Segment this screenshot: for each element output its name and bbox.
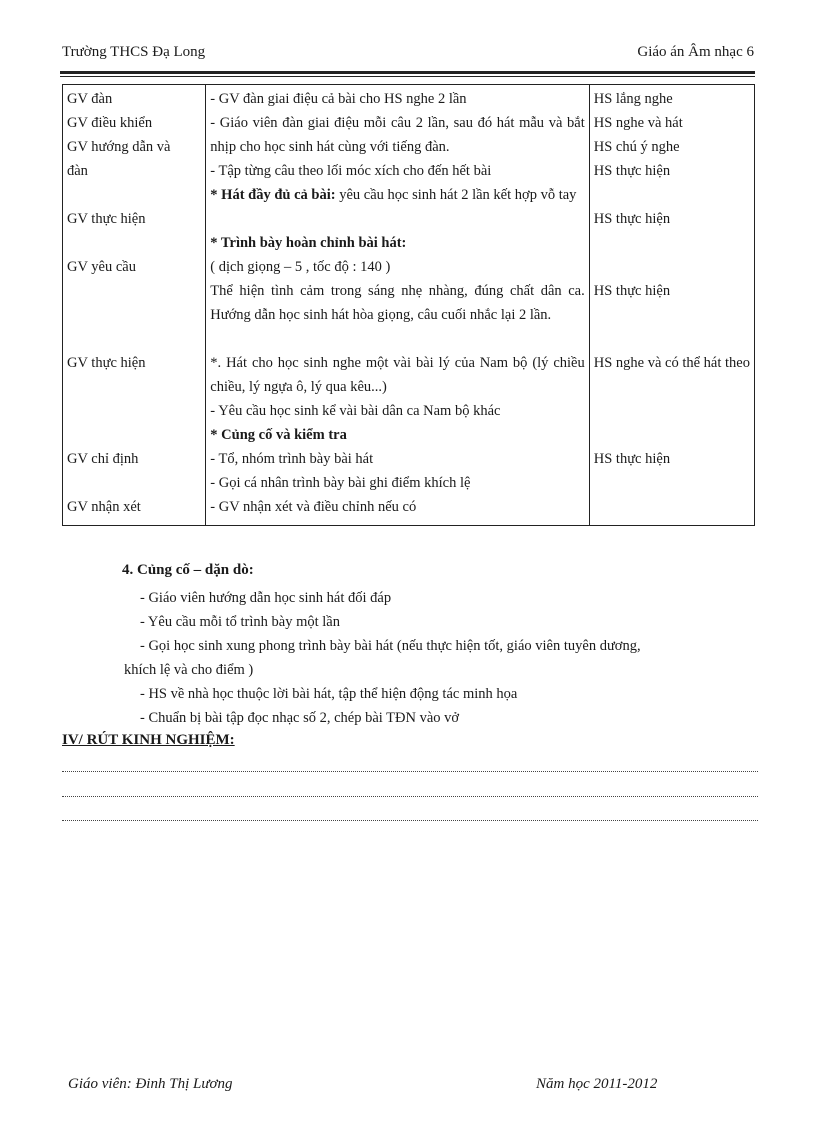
teacher-cell [67,327,201,351]
teacher-cell [67,471,201,495]
teacher-column [63,85,206,526]
student-cell: HS lắng nghe [593,91,673,107]
header-rule-thick [60,71,755,74]
student-cell: HS nghe và hát [593,115,683,131]
teacher-cell [67,423,201,447]
teacher-cell: GV đàn [67,91,113,107]
list-item: khích lệ và cho điểm ) [124,662,254,678]
section-4-title: 4. Củng cố – dặn dò: [122,562,254,578]
activity-line: *. Hát cho học sinh nghe một vài bài lý của Nam bộ (lý chiều chiều, lý ngựa ô, lý qua kêu...) [210,355,585,395]
dotted-line [62,796,758,797]
teacher-cell [67,279,201,303]
activity-line: - GV nhận xét và điều chỉnh nếu có [210,499,417,515]
teacher-cell: GV thực hiện [67,211,146,227]
school-name: Trường THCS Đạ Long [62,44,206,60]
teacher-cell [67,231,201,255]
activity-column [206,85,589,526]
activity-line: Thể hiện tình cảm trong sáng nhẹ nhàng, đúng chất dân ca. Hướng dẫn học sinh hát hòa giọng, câu cuối nhắc lại 2 lần. [210,283,585,323]
student-cell: HS thực hiện [593,211,671,227]
activity-heading: * Trình bày hoàn chỉnh bài hát: [210,235,407,251]
teacher-cell [67,375,201,399]
student-cell: HS thực hiện [593,163,671,179]
experience-title: IV/ RÚT KINH NGHIỆM: [62,732,235,748]
subject-title: Giáo án Âm nhạc 6 [637,44,754,60]
teacher-cell: GV thực hiện [67,355,146,371]
list-item: - Yêu cầu mỗi tổ trình bày một lần [140,614,340,630]
school-year: Năm học 2011-2012 [536,1076,658,1092]
teacher-cell [67,183,201,207]
header-rule-thin [60,76,755,77]
teacher-cell: GV yêu cầu [67,259,136,275]
teacher-name: Giáo viên: Đinh Thị Lương [68,1076,233,1092]
student-cell: HS thực hiện [593,451,671,467]
teacher-cell: GV điều khiển [67,115,153,131]
dotted-line [62,771,758,772]
teacher-cell: đàn [67,163,88,179]
activity-line: ( dịch giọng – 5 , tốc độ : 140 ) [210,259,391,275]
student-column [589,85,754,526]
activity-heading: * Hát đầy đủ cả bài: [210,187,336,203]
activity-line: - GV đàn giai điệu cả bài cho HS nghe 2 lần [210,91,467,107]
activity-line: - Tập từng câu theo lối móc xích cho đến hết bài [210,163,492,179]
student-cell: HS chú ý nghe [593,139,680,155]
list-item: - HS về nhà học thuộc lời bài hát, tập thể hiện động tác minh họa [140,686,518,702]
activity-line: - Gọi cá nhân trình bày bài ghi điểm khích lệ [210,475,471,491]
teacher-cell [67,303,201,327]
list-item: - Giáo viên hướng dẫn học sinh hát đối đáp [140,590,392,606]
teacher-cell: GV chỉ định [67,451,139,467]
dotted-line [62,820,758,821]
teacher-cell: GV nhận xét [67,499,141,515]
activity-line [210,183,584,231]
activity-line: - Tổ, nhóm trình bày bài hát [210,451,374,467]
activity-line: - Giáo viên đàn giai điệu mỗi câu 2 lần, sau đó hát mẫu và bắt nhịp cho học sinh hát cùng với tiếng đàn. [210,115,585,155]
lesson-table [62,84,755,526]
activity-line: - Yêu cầu học sinh kể vài bài dân ca Nam bộ khác [210,403,501,419]
teacher-cell: GV hướng dẫn và [67,139,171,155]
activity-heading: * Củng cố và kiểm tra [210,427,347,443]
section-4-list [124,586,768,730]
list-item: - Gọi học sinh xung phong trình bày bài hát (nếu thực hiện tốt, giáo viên tuyên dương, [140,638,641,654]
student-cell: HS nghe và có thể hát theo [593,355,750,371]
teacher-cell [67,399,201,423]
list-item: - Chuẩn bị bài tập đọc nhạc số 2, chép bài TĐN vào vở [140,710,460,726]
student-cell: HS thực hiện [593,283,671,299]
activity-text: yêu cầu học sinh hát 2 lần kết hợp vỗ tay [339,187,577,203]
